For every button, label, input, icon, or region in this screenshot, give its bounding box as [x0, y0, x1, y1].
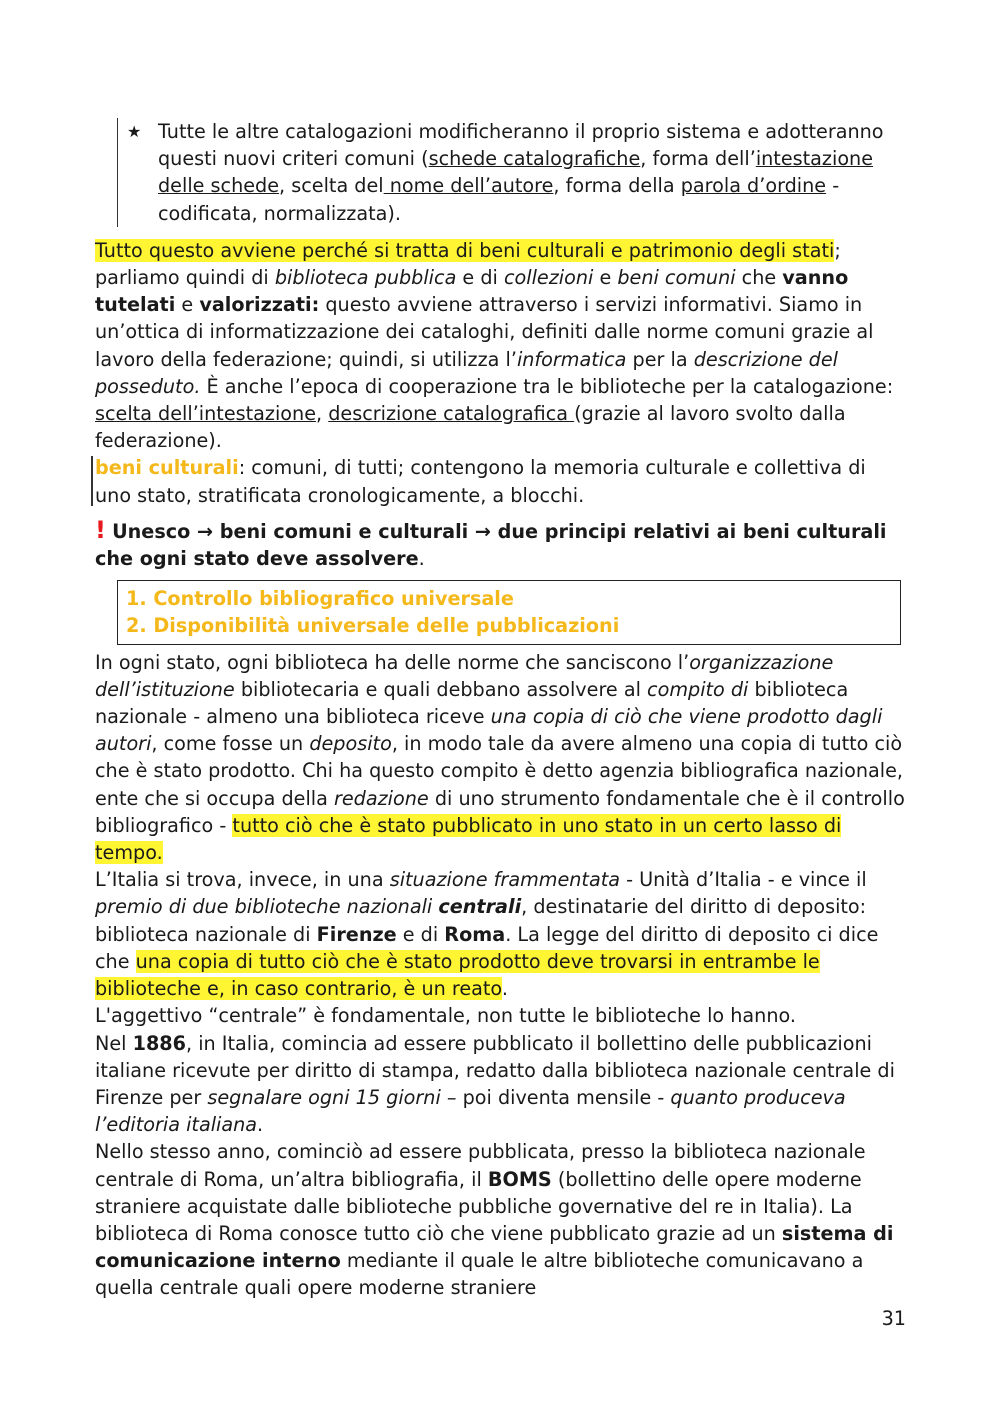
- list-item: 2. Disponibilità universale delle pubblicazioni: [126, 614, 620, 638]
- bullet-text: Tutte le altre catalogazioni modificheranno il proprio sistema e adotteranno questi nuovi criteri comuni (schede catalografiche, forma dell’intestazione delle schede, scelta del nome dell’autore, forma della parola d’ordine - codificata, normalizzata).: [158, 120, 884, 225]
- list-item: 1. Controllo bibliografico universale: [126, 587, 514, 611]
- paragraph-centrale: L'aggettivo “centrale” è fondamentale, non tutte le biblioteche lo hanno.: [95, 1004, 796, 1028]
- star-icon: ★: [127, 122, 142, 141]
- paragraph-deposito: In ogni stato, ogni biblioteca ha delle norme che sanciscono l’organizzazione dell’istituzione bibliotecaria e quali debbano assolvere al compito di biblioteca nazionale - almeno una biblioteca riceve una copia di ciò che viene prodotto dagli autori, come fosse un deposito, in modo tale da avere almeno una copia di tutto ciò che è stato prodotto. Chi ha questo compito è detto agenzia bibliografica nazionale, ente che si occupa della redazione di uno strumento fondamentale che è il controllo bibliografico - tutto ciò che è stato pubblicato in uno stato in un certo lasso di tempo.: [95, 650, 905, 865]
- page-number: 31: [881, 1307, 906, 1330]
- page-body: [95, 118, 907, 1302]
- bullet-item: [117, 118, 898, 227]
- paragraph-1886: Nel 1886, in Italia, comincia ad essere pubblicato il bollettino delle pubblicazioni italiane ricevute per diritto di stampa, redatto dalla biblioteca nazionale centrale di Firenze per segnalare ogni 15 giorni – poi diventa mensile - quanto produceva l’editoria italiana.: [95, 1031, 895, 1137]
- exclamation-icon: !: [95, 515, 106, 544]
- principles-box: [117, 580, 901, 644]
- margin-bar: [91, 456, 93, 506]
- paragraph-beni-culturali: Tutto questo avviene perché si tratta di beni culturali e patrimonio degli stati; parliamo quindi di biblioteca pubblica e di collezioni e beni comuni che vanno tutelati e valorizzati: questo avviene attraverso i servizi informativi. Siamo in un’ottica di informatizzazione dei cataloghi, definiti dalle norme comuni grazie al lavoro della federazione; quindi, si utilizza l’informatica per la descrizione del posseduto. È anche l’epoca di cooperazione tra le biblioteche per la catalogazione: scelta dell’intestazione, descrizione catalografica (grazie al lavoro svolto dalla federazione).: [95, 238, 894, 453]
- paragraph-boms: Nello stesso anno, cominciò ad essere pubblicata, presso la biblioteca nazionale centrale di Roma, un’altra bibliografia, il BOMS (bollettino delle opere moderne straniere acquistate dalle biblioteche pubbliche governative del re in Italia). La biblioteca di Roma conosce tutto ciò che viene pubblicato grazie ad un sistema di comunicazione interno mediante il quale le altre biblioteche comunicavano a quella centrale quali opere moderne straniere: [95, 1140, 894, 1300]
- paragraph-unesco: ! Unesco → beni comuni e culturali → due principi relativi ai beni culturali che ogni stato deve assolvere.: [95, 515, 887, 571]
- paragraph-italia: L’Italia si trova, invece, in una situazione frammentata - Unità d’Italia - e vince il premio di due biblioteche nazionali centrali, destinatarie del diritto di deposito: biblioteca nazionale di Firenze e di Roma. La legge del diritto di deposito ci dice che una copia di tutto ciò che è stato prodotto deve trovarsi in entrambe le biblioteche e, in caso contrario, è un reato.: [95, 868, 879, 1001]
- paragraph-definition: beni culturali: comuni, di tutti; contengono la memoria culturale e collettiva di uno stato, stratificata cronologicamente, a blocchi.: [95, 454, 907, 508]
